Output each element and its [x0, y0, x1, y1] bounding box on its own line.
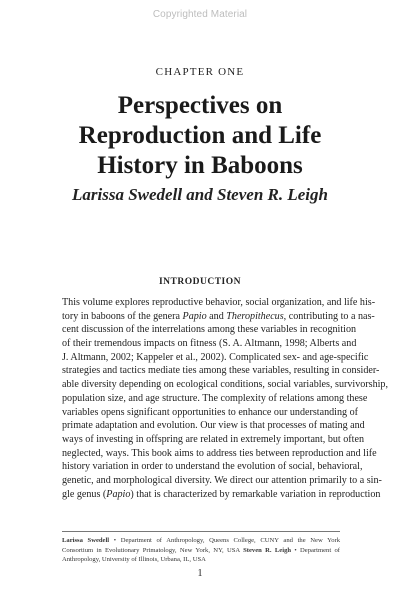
body-line: strategies and tactics mediate ties among these variables, resulting in consider-: [62, 365, 380, 377]
body-line: primate adaptation and evolution. Our view is that processes of mating and: [62, 420, 365, 432]
body-line: of their tremendous impacts on fitness (S. A. Altmann, 1998; Alberts and: [62, 338, 357, 350]
body-line: history variation in order to understand the evolution of social, behavioral,: [62, 461, 363, 473]
chapter-title-line: History in Baboons: [97, 152, 303, 179]
body-line: cent discussion of the interrelations among these variables in recognition: [62, 324, 357, 336]
body-line: ways of investing in offspring are related in extremely important, but often: [62, 433, 364, 445]
body-line: able diversity depending on ecological conditions, social variables, survivorship,: [62, 379, 389, 391]
chapter-authors: Larissa Swedell and Steven R. Leigh: [72, 185, 328, 204]
footnote-line: Consortium in Evolutionary Primatology, New York, NY, USA Steven R. Leigh • Department of: [62, 546, 340, 554]
chapter-title: [0, 91, 400, 181]
chapter-title-line: Perspectives on: [117, 92, 283, 119]
footnote-divider: [62, 531, 340, 532]
section-heading: INTRODUCTION: [158, 277, 241, 287]
body-line: J. Altmann, 2002; Kappeler et al., 2002). Complicated sex- and age-specific: [62, 351, 369, 363]
chapter-label: CHAPTER ONE: [155, 66, 245, 78]
footnote-line: Larissa Swedell • Department of Anthropology, Queens College, CUNY and the New York: [62, 537, 340, 544]
author-affiliations-footnote: [62, 536, 340, 565]
body-line: This volume explores reproductive behavior, social organization, and life his-: [62, 297, 376, 308]
copyright-watermark: Copyrighted Material: [152, 9, 248, 20]
body-line: genetic, and morphological diversity. We direct our attention primarily to a sin-: [62, 474, 382, 486]
body-line: tory in baboons of the genera Papio and Theropithecus, contributing to a nas-: [62, 310, 375, 322]
body-line: variables opens significant opportunities to enhance our understanding of: [62, 406, 359, 418]
body-line: population size, and age structure. The complexity of relations among these: [62, 392, 368, 404]
body-paragraph: [62, 296, 389, 501]
body-line: neglected, ways. This book aims to address ties between reproduction and life: [62, 447, 377, 459]
body-line: gle genus (Papio) that is characterized by remarkable variation in reproduction: [62, 488, 381, 500]
chapter-title-line: Reproduction and Life: [78, 122, 322, 149]
page-number: 1: [197, 568, 203, 579]
footnote-line: Anthropology, University of Illinois, Urbana, IL, USA: [62, 556, 206, 564]
